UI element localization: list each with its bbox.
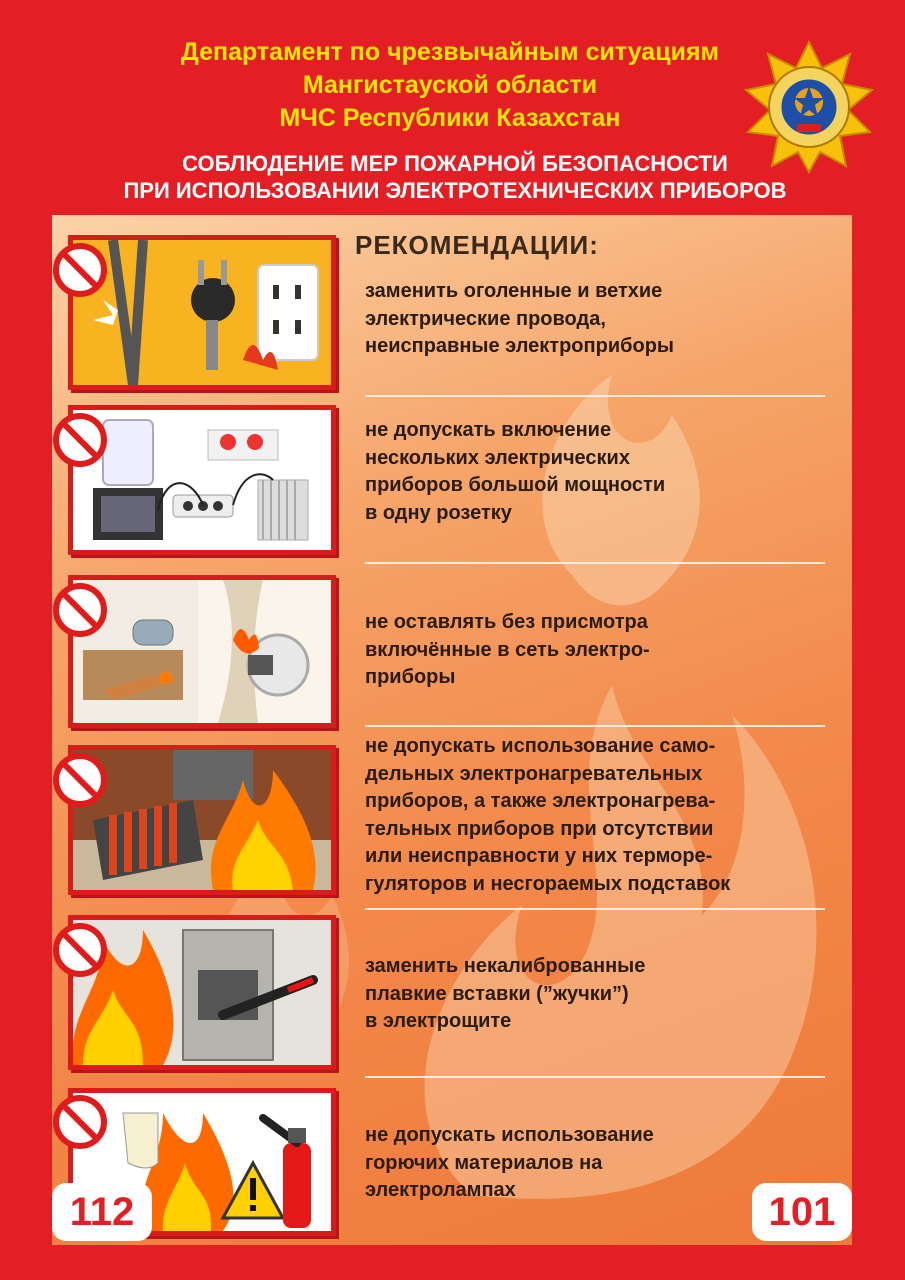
recommendations-heading: РЕКОМЕНДАЦИИ: bbox=[355, 230, 599, 260]
separator-line bbox=[365, 395, 825, 397]
department-name bbox=[90, 36, 810, 135]
emergency-number-112: 112 bbox=[52, 1183, 152, 1241]
separator-line bbox=[365, 1076, 825, 1078]
title-line-1: СОБЛЮДЕНИЕ МЕР ПОЖАРНОЙ БЕЗОПАСНОСТИ bbox=[182, 151, 728, 176]
header bbox=[0, 0, 905, 215]
separator-line bbox=[365, 908, 825, 910]
recommendation-item: заменить некалиброванные плавкие вставки (”жучки”) в электрощите bbox=[365, 955, 646, 1032]
prohibition-icon bbox=[52, 922, 108, 978]
recommendation-item: не оставлять без присмотра включённые в сеть электро- приборы bbox=[365, 611, 650, 688]
emergency-number-101: 101 bbox=[752, 1183, 852, 1241]
illustration-homemade-heater bbox=[68, 745, 336, 895]
recommendation-item: не допускать включение нескольких электрических приборов большой мощности в одну розетку bbox=[365, 419, 666, 524]
department-line-2: Мангистауской области bbox=[302, 71, 598, 99]
separator-line bbox=[365, 725, 825, 727]
prohibition-icon bbox=[52, 242, 108, 298]
department-line-1: Департамент по чрезвычайным ситуациям bbox=[180, 38, 720, 66]
title-line-2: ПРИ ИСПОЛЬЗОВАНИИ ЭЛЕКТРОТЕХНИЧЕСКИХ ПРИБОРОВ bbox=[123, 178, 787, 203]
prohibition-icon bbox=[52, 582, 108, 638]
illustration-bare-wires bbox=[68, 235, 336, 390]
department-line-3: МЧС Республики Казахстан bbox=[279, 104, 621, 132]
prohibition-icon bbox=[52, 412, 108, 468]
prohibition-icon bbox=[52, 1094, 108, 1150]
illustration-electrical-panel-fuses bbox=[68, 915, 336, 1070]
recommendation-item: не допускать использование само- дельных электронагревательных приборов, а также электронагрева- тельных приборов при отсутствии или неисправности у них терморе- гуляторов и несгораемых подставок bbox=[365, 735, 731, 895]
illustration-unattended-appliances bbox=[68, 575, 336, 728]
prohibition-icon bbox=[52, 752, 108, 808]
recommendation-item: не допускать использование горючих материалов на электролампах bbox=[365, 1124, 654, 1201]
poster-title bbox=[60, 150, 850, 204]
recommendation-item: заменить оголенные и ветхие электрические провода, неисправные электроприборы bbox=[365, 280, 674, 357]
separator-line bbox=[365, 562, 825, 564]
illustration-overloaded-socket bbox=[68, 405, 336, 555]
emergency-ministry-emblem bbox=[742, 40, 876, 174]
